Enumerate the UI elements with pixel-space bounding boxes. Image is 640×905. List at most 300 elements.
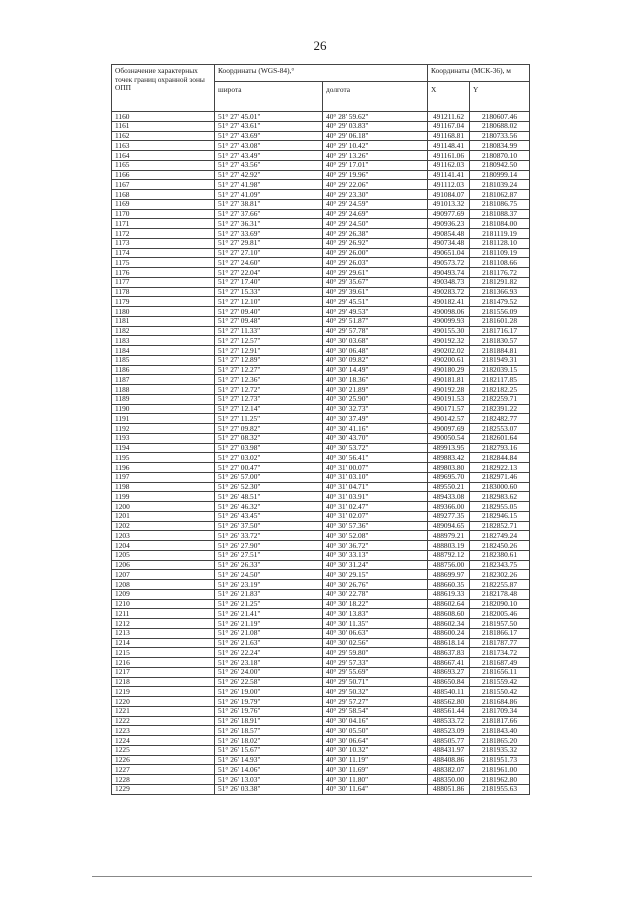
cell-longitude: 40° 30' 22.78" [323,589,428,599]
cell-point-id: 1176 [112,268,215,278]
cell-x: 491162.03 [428,160,470,170]
cell-x: 490181.81 [428,375,470,385]
table-row [112,648,530,658]
cell-y: 2181830.57 [470,336,530,346]
cell-latitude: 51° 27' 17.40" [215,277,323,287]
cell-y: 2181119.19 [470,229,530,239]
cell-point-id: 1199 [112,492,215,502]
cell-latitude: 51° 26' 21.63" [215,638,323,648]
cell-longitude: 40° 29' 23.30" [323,190,428,200]
cell-x: 490050.54 [428,433,470,443]
cell-longitude: 40° 30' 11.19" [323,755,428,765]
table-row [112,277,530,287]
cell-y: 2181084.00 [470,219,530,229]
cell-point-id: 1227 [112,765,215,775]
cell-longitude: 40° 29' 26.00" [323,248,428,258]
cell-latitude: 51° 26' 43.45" [215,511,323,521]
table-row [112,784,530,794]
cell-y: 2182255.87 [470,580,530,590]
cell-longitude: 40° 29' 26.03" [323,258,428,268]
cell-latitude: 51° 26' 21.41" [215,609,323,619]
cell-x: 490854.48 [428,229,470,239]
header-point-id: Обозначение характерных точек границ охранной зоны ОПП [112,65,215,112]
cell-latitude: 51° 27' 43.61" [215,121,323,131]
cell-x: 490651.04 [428,248,470,258]
cell-point-id: 1191 [112,414,215,424]
cell-latitude: 51° 26' 18.02" [215,736,323,746]
table-row [112,706,530,716]
cell-point-id: 1163 [112,141,215,151]
cell-y: 2181479.52 [470,297,530,307]
cell-longitude: 40° 31' 04.71" [323,482,428,492]
cell-longitude: 40° 29' 50.32" [323,687,428,697]
cell-longitude: 40° 29' 58.54" [323,706,428,716]
cell-latitude: 51° 26' 46.32" [215,502,323,512]
cell-longitude: 40° 29' 57.33" [323,658,428,668]
cell-point-id: 1221 [112,706,215,716]
table-row [112,492,530,502]
cell-y: 2182005.46 [470,609,530,619]
cell-point-id: 1175 [112,258,215,268]
cell-longitude: 40° 29' 24.59" [323,199,428,209]
table-row [112,268,530,278]
table-body [112,112,530,795]
cell-latitude: 51° 27' 27.10" [215,248,323,258]
cell-latitude: 51° 26' 27.90" [215,541,323,551]
table-row [112,658,530,668]
table-row [112,365,530,375]
cell-x: 490200.61 [428,355,470,365]
table-row [112,521,530,531]
cell-point-id: 1186 [112,365,215,375]
cell-x: 488600.24 [428,628,470,638]
cell-longitude: 40° 30' 11.35" [323,619,428,629]
cell-y: 2180870.10 [470,151,530,161]
cell-x: 491167.04 [428,121,470,131]
cell-latitude: 51° 27' 43.49" [215,151,323,161]
cell-latitude: 51° 26' 26.33" [215,560,323,570]
table-row [112,511,530,521]
cell-latitude: 51° 27' 11.33" [215,326,323,336]
cell-point-id: 1217 [112,667,215,677]
cell-x: 489366.00 [428,502,470,512]
cell-latitude: 51° 27' 03.02" [215,453,323,463]
cell-longitude: 40° 29' 51.87" [323,316,428,326]
cell-longitude: 40° 30' 18.36" [323,375,428,385]
cell-point-id: 1177 [112,277,215,287]
cell-latitude: 51° 27' 41.98" [215,180,323,190]
table-row [112,609,530,619]
cell-y: 2181559.42 [470,677,530,687]
cell-point-id: 1174 [112,248,215,258]
table-row [112,229,530,239]
cell-point-id: 1194 [112,443,215,453]
cell-y: 2181962.80 [470,775,530,785]
cell-latitude: 51° 27' 00.47" [215,463,323,473]
cell-point-id: 1214 [112,638,215,648]
cell-y: 2183000.60 [470,482,530,492]
table-row [112,726,530,736]
table-row [112,531,530,541]
cell-y: 2182343.75 [470,560,530,570]
cell-point-id: 1193 [112,433,215,443]
cell-y: 2181108.66 [470,258,530,268]
cell-x: 488350.00 [428,775,470,785]
cell-x: 488693.27 [428,667,470,677]
table-row [112,482,530,492]
table-row [112,433,530,443]
cell-point-id: 1212 [112,619,215,629]
cell-point-id: 1183 [112,336,215,346]
table-row [112,190,530,200]
cell-latitude: 51° 27' 12.10" [215,297,323,307]
cell-latitude: 51° 27' 42.92" [215,170,323,180]
table-row [112,238,530,248]
cell-y: 2181949.31 [470,355,530,365]
cell-point-id: 1215 [112,648,215,658]
table-row [112,170,530,180]
cell-y: 2182302.26 [470,570,530,580]
cell-longitude: 40° 31' 03.10" [323,472,428,482]
table-row [112,394,530,404]
cell-x: 490936.23 [428,219,470,229]
cell-y: 2182482.77 [470,414,530,424]
cell-x: 488699.97 [428,570,470,580]
table-row [112,453,530,463]
cell-y: 2182380.61 [470,550,530,560]
header-longitude: долгота [323,81,428,111]
cell-longitude: 40° 29' 03.83" [323,121,428,131]
cell-longitude: 40° 29' 59.80" [323,648,428,658]
table-row [112,589,530,599]
table-row [112,121,530,131]
cell-y: 2181716.17 [470,326,530,336]
cell-x: 488979.21 [428,531,470,541]
cell-x: 488051.86 [428,784,470,794]
cell-latitude: 51° 26' 37.50" [215,521,323,531]
cell-longitude: 40° 30' 11.80" [323,775,428,785]
cell-latitude: 51° 26' 22.58" [215,677,323,687]
cell-latitude: 51° 26' 48.51" [215,492,323,502]
cell-y: 2181550.42 [470,687,530,697]
cell-point-id: 1178 [112,287,215,297]
cell-longitude: 40° 30' 05.50" [323,726,428,736]
cell-x: 490099.93 [428,316,470,326]
cell-longitude: 40° 30' 06.64" [323,736,428,746]
table-row [112,424,530,434]
table-row [112,628,530,638]
cell-point-id: 1167 [112,180,215,190]
cell-longitude: 40° 29' 26.92" [323,238,428,248]
cell-longitude: 40° 29' 26.38" [323,229,428,239]
cell-longitude: 40° 29' 55.69" [323,667,428,677]
header-x: X [428,81,470,111]
table-header [112,65,530,112]
cell-longitude: 40° 30' 26.76" [323,580,428,590]
cell-longitude: 40° 31' 02.07" [323,511,428,521]
cell-latitude: 51° 27' 43.08" [215,141,323,151]
cell-latitude: 51° 27' 22.04" [215,268,323,278]
table-row [112,502,530,512]
table-row [112,463,530,473]
cell-latitude: 51° 26' 21.08" [215,628,323,638]
table-row [112,414,530,424]
cell-y: 2181291.82 [470,277,530,287]
cell-latitude: 51° 26' 27.51" [215,550,323,560]
header-msk36-group: Координаты (МСК-36), м [428,65,530,82]
table-row [112,151,530,161]
cell-latitude: 51° 27' 09.82" [215,424,323,434]
cell-y: 2182852.71 [470,521,530,531]
table-row [112,219,530,229]
cell-longitude: 40° 30' 53.72" [323,443,428,453]
cell-longitude: 40° 30' 25.90" [323,394,428,404]
cell-y: 2182178.48 [470,589,530,599]
cell-y: 2181128.10 [470,238,530,248]
cell-x: 490097.69 [428,424,470,434]
cell-latitude: 51° 27' 45.01" [215,112,323,122]
cell-y: 2180688.02 [470,121,530,131]
table-row [112,443,530,453]
cell-latitude: 51° 26' 21.83" [215,589,323,599]
cell-x: 490202.02 [428,346,470,356]
cell-y: 2182844.84 [470,453,530,463]
table-row [112,258,530,268]
cell-latitude: 51° 27' 12.91" [215,346,323,356]
cell-y: 2181656.11 [470,667,530,677]
cell-latitude: 51° 26' 18.57" [215,726,323,736]
cell-latitude: 51° 26' 18.91" [215,716,323,726]
cell-point-id: 1171 [112,219,215,229]
cell-longitude: 40° 30' 32.73" [323,404,428,414]
cell-point-id: 1162 [112,131,215,141]
cell-latitude: 51° 27' 09.48" [215,316,323,326]
cell-y: 2181884.81 [470,346,530,356]
cell-longitude: 40° 30' 43.70" [323,433,428,443]
cell-point-id: 1165 [112,160,215,170]
cell-latitude: 51° 27' 41.09" [215,190,323,200]
cell-x: 490171.57 [428,404,470,414]
page-number: 26 [313,38,327,53]
cell-x: 489883.42 [428,453,470,463]
cell-point-id: 1168 [112,190,215,200]
table-row [112,316,530,326]
cell-x: 491168.81 [428,131,470,141]
cell-y: 2182971.46 [470,472,530,482]
cell-x: 490348.73 [428,277,470,287]
cell-latitude: 51° 27' 38.81" [215,199,323,209]
cell-point-id: 1192 [112,424,215,434]
cell-latitude: 51° 27' 12.89" [215,355,323,365]
cell-x: 488608.60 [428,609,470,619]
cell-latitude: 51° 26' 19.76" [215,706,323,716]
cell-latitude: 51° 26' 23.19" [215,580,323,590]
table-row [112,638,530,648]
cell-point-id: 1207 [112,570,215,580]
cell-latitude: 51° 26' 21.25" [215,599,323,609]
cell-y: 2181787.77 [470,638,530,648]
cell-latitude: 51° 27' 12.73" [215,394,323,404]
cell-point-id: 1216 [112,658,215,668]
table-row [112,570,530,580]
cell-longitude: 40° 30' 02.56" [323,638,428,648]
cell-point-id: 1181 [112,316,215,326]
cell-x: 491161.06 [428,151,470,161]
bottom-divider [92,876,532,877]
cell-y: 2181817.66 [470,716,530,726]
cell-x: 490192.32 [428,336,470,346]
cell-latitude: 51° 27' 33.69" [215,229,323,239]
cell-longitude: 40° 29' 13.26" [323,151,428,161]
cell-latitude: 51° 27' 29.81" [215,238,323,248]
cell-x: 488792.12 [428,550,470,560]
cell-latitude: 51° 27' 08.32" [215,433,323,443]
cell-point-id: 1219 [112,687,215,697]
cell-latitude: 51° 26' 22.24" [215,648,323,658]
table-row [112,472,530,482]
cell-x: 490192.28 [428,385,470,395]
cell-latitude: 51° 27' 12.27" [215,365,323,375]
cell-latitude: 51° 26' 24.50" [215,570,323,580]
cell-longitude: 40° 30' 29.15" [323,570,428,580]
cell-latitude: 51° 27' 09.40" [215,307,323,317]
cell-y: 2181109.19 [470,248,530,258]
cell-y: 2181843.40 [470,726,530,736]
cell-y: 2181601.28 [470,316,530,326]
cell-point-id: 1201 [112,511,215,521]
header-y: Y [470,81,530,111]
cell-longitude: 40° 31' 03.91" [323,492,428,502]
cell-x: 488561.44 [428,706,470,716]
cell-point-id: 1180 [112,307,215,317]
cell-point-id: 1222 [112,716,215,726]
cell-longitude: 40° 30' 04.16" [323,716,428,726]
table-row [112,560,530,570]
cell-x: 490142.57 [428,414,470,424]
cell-x: 488619.33 [428,589,470,599]
cell-point-id: 1182 [112,326,215,336]
header-wgs84-group: Координаты (WGS-84),° [215,65,428,82]
cell-y: 2181961.00 [470,765,530,775]
table-row [112,716,530,726]
cell-point-id: 1220 [112,697,215,707]
cell-y: 2181176.72 [470,268,530,278]
cell-longitude: 40° 29' 06.18" [323,131,428,141]
table-row [112,248,530,258]
cell-longitude: 40° 30' 36.72" [323,541,428,551]
cell-longitude: 40° 29' 24.50" [323,219,428,229]
cell-latitude: 51° 26' 52.30" [215,482,323,492]
cell-point-id: 1166 [112,170,215,180]
cell-x: 489550.21 [428,482,470,492]
table-row [112,355,530,365]
cell-point-id: 1200 [112,502,215,512]
table-row [112,697,530,707]
cell-point-id: 1160 [112,112,215,122]
cell-point-id: 1218 [112,677,215,687]
cell-longitude: 40° 30' 11.69" [323,765,428,775]
cell-longitude: 40° 30' 06.48" [323,346,428,356]
cell-longitude: 40° 28' 59.62" [323,112,428,122]
cell-x: 488523.09 [428,726,470,736]
cell-longitude: 40° 29' 22.06" [323,180,428,190]
table-row [112,745,530,755]
cell-latitude: 51° 26' 13.03" [215,775,323,785]
cell-point-id: 1161 [112,121,215,131]
cell-point-id: 1187 [112,375,215,385]
table-row [112,326,530,336]
cell-x: 489094.65 [428,521,470,531]
table-row [112,775,530,785]
cell-x: 488667.41 [428,658,470,668]
cell-point-id: 1204 [112,541,215,551]
cell-longitude: 40° 30' 56.41" [323,453,428,463]
cell-y: 2180942.50 [470,160,530,170]
cell-y: 2181086.75 [470,199,530,209]
table-row [112,112,530,122]
cell-point-id: 1198 [112,482,215,492]
cell-longitude: 40° 30' 14.49" [323,365,428,375]
cell-longitude: 40° 29' 50.71" [323,677,428,687]
cell-longitude: 40° 31' 00.07" [323,463,428,473]
cell-y: 2181709.34 [470,706,530,716]
cell-y: 2181734.72 [470,648,530,658]
cell-y: 2182983.62 [470,492,530,502]
cell-latitude: 51° 26' 33.72" [215,531,323,541]
cell-x: 491148.41 [428,141,470,151]
cell-y: 2182182.25 [470,385,530,395]
cell-y: 2181088.37 [470,209,530,219]
header-latitude: широта [215,81,323,111]
cell-y: 2182749.24 [470,531,530,541]
cell-longitude: 40° 30' 33.13" [323,550,428,560]
cell-y: 2180999.14 [470,170,530,180]
cell-point-id: 1189 [112,394,215,404]
cell-longitude: 40° 29' 39.61" [323,287,428,297]
cell-latitude: 51° 26' 24.00" [215,667,323,677]
cell-x: 490573.72 [428,258,470,268]
cell-y: 2182117.85 [470,375,530,385]
cell-y: 2182450.26 [470,541,530,551]
table-row [112,677,530,687]
cell-point-id: 1208 [112,580,215,590]
cell-x: 488382.07 [428,765,470,775]
cell-longitude: 40° 31' 02.47" [323,502,428,512]
table-row [112,687,530,697]
table-row [112,141,530,151]
cell-y: 2182259.71 [470,394,530,404]
cell-x: 490977.69 [428,209,470,219]
cell-y: 2181935.32 [470,745,530,755]
table-row [112,346,530,356]
cell-point-id: 1179 [112,297,215,307]
cell-y: 2182946.15 [470,511,530,521]
cell-longitude: 40° 29' 49.53" [323,307,428,317]
cell-point-id: 1196 [112,463,215,473]
cell-x: 491084.07 [428,190,470,200]
cell-x: 490493.74 [428,268,470,278]
cell-point-id: 1188 [112,385,215,395]
cell-point-id: 1228 [112,775,215,785]
cell-latitude: 51° 27' 36.31" [215,219,323,229]
cell-point-id: 1209 [112,589,215,599]
cell-point-id: 1190 [112,404,215,414]
cell-latitude: 51° 26' 19.79" [215,697,323,707]
cell-y: 2182553.07 [470,424,530,434]
cell-longitude: 40° 29' 57.27" [323,697,428,707]
cell-x: 490283.72 [428,287,470,297]
cell-longitude: 40° 30' 09.82" [323,355,428,365]
